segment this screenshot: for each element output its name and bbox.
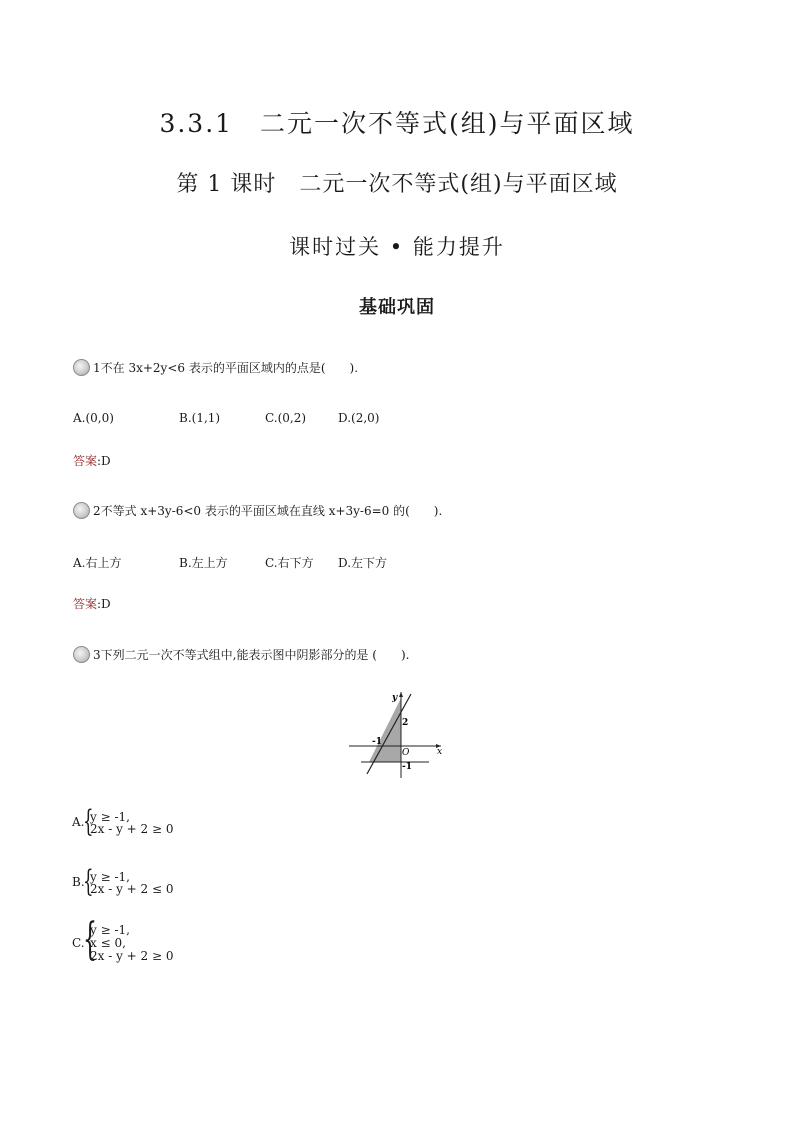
answer-value: :D <box>97 597 111 611</box>
option-b: B.左上方 <box>179 556 228 570</box>
answer-2 <box>73 595 111 612</box>
answer-label: 答案 <box>73 454 98 468</box>
lesson-title: 第 1 课时 二元一次不等式(组)与平面区域 <box>176 172 618 197</box>
option-d: D.左下方 <box>338 556 388 570</box>
question-bullet-icon <box>73 646 90 663</box>
inequality-line: x ≤ 0, <box>90 936 126 950</box>
question-bullet-icon <box>73 502 90 519</box>
y-axis-label: y <box>392 693 398 703</box>
option-prefix: A. <box>72 815 85 829</box>
question-number: 3 <box>93 647 101 662</box>
option-prefix: C. <box>72 936 85 950</box>
shaded-region <box>369 698 401 762</box>
question-number: 1 <box>93 360 101 375</box>
question-1 <box>73 359 358 376</box>
option-b: B.(1,1) <box>179 411 221 425</box>
inequality-line: 2x - y + 2 ≤ 0 <box>90 882 174 896</box>
region-figure <box>345 688 445 783</box>
answer-value: :D <box>97 454 111 468</box>
subtitle: 课时过关 • 能力提升 <box>289 235 505 259</box>
option-d: D.(2,0) <box>338 411 380 425</box>
x-axis-label: x <box>437 747 443 757</box>
question-text: 下列二元一次不等式组中,能表示图中阴影部分的是 ( ). <box>100 648 410 662</box>
brace-icon: { <box>83 914 97 965</box>
inequality-line: 2x - y + 2 ≥ 0 <box>90 822 174 836</box>
inequality-line: y ≥ -1, <box>90 810 130 824</box>
option-a: A.右上方 <box>73 556 122 570</box>
inequality-line: y ≥ -1, <box>90 870 130 884</box>
label-2: 2 <box>402 718 409 728</box>
label-neg1-y: -1 <box>402 762 412 772</box>
option-a: A.(0,0) <box>73 411 114 425</box>
brace-icon: { <box>83 864 94 899</box>
question-text: 不在 3x+2y<6 表示的平面区域内的点是( ). <box>100 361 359 375</box>
answer-label: 答案 <box>73 597 98 611</box>
option-c: C.右下方 <box>265 556 314 570</box>
option-prefix: B. <box>72 875 85 889</box>
question-number: 2 <box>93 503 101 518</box>
question-bullet-icon <box>73 359 90 376</box>
inequality-line: y ≥ -1, <box>90 923 130 937</box>
option-c: C.(0,2) <box>265 411 307 425</box>
question-text: 不等式 x+3y-6<0 表示的平面区域在直线 x+3y-6=0 的( ). <box>100 504 443 518</box>
part-heading: 基础巩固 <box>359 297 435 318</box>
brace-icon: { <box>83 804 94 839</box>
section-title: 3.3.1 二元一次不等式(组)与平面区域 <box>159 109 635 138</box>
origin-label: O <box>402 748 410 758</box>
inequality-line: 2x - y + 2 ≥ 0 <box>90 949 174 963</box>
question-2 <box>73 502 442 519</box>
y-axis-arrow-icon <box>399 692 403 697</box>
label-neg1-x: -1 <box>372 737 382 747</box>
answer-1 <box>73 452 111 469</box>
question-3 <box>73 646 409 663</box>
